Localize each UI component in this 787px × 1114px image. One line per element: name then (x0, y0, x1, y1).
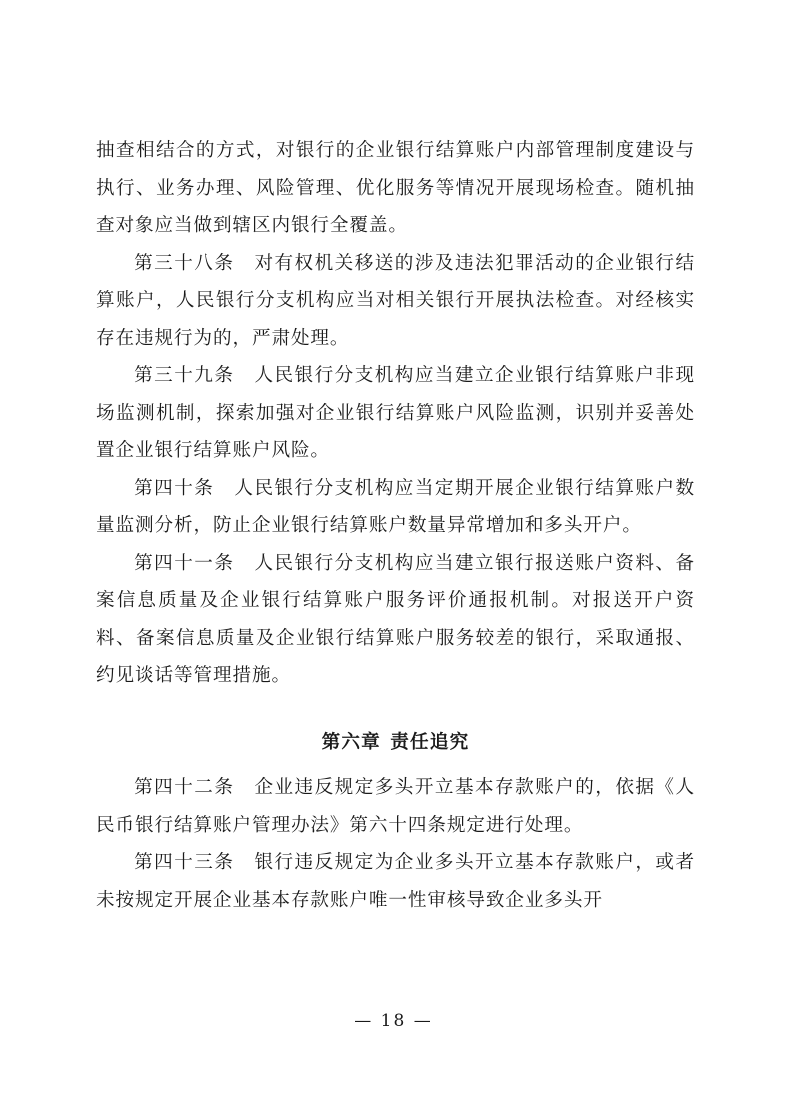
page-number: — 18 — (354, 1011, 433, 1031)
paragraph-continued (96, 132, 695, 245)
paragraph-text: 企业违反规定多头开立基本存款账户的，依据《人民币银行结算账户管理办法》第六十四条规定进行处理。 (96, 777, 695, 836)
article-label: 第四十一条 (134, 552, 235, 574)
paragraph-article-38 (96, 245, 695, 358)
paragraph-article-41 (96, 545, 695, 695)
article-label: 第三十八条 (134, 252, 235, 274)
chapter-heading (96, 724, 695, 762)
paragraph-text: 人民银行分支机构应当建立企业银行结算账户非现场监测机制，探索加强对企业银行结算账户风险监测，识别并妥善处置企业银行结算账户风险。 (96, 365, 695, 461)
article-label: 第四十条 (134, 477, 215, 499)
chapter-title: 责任追究 (390, 731, 470, 753)
paragraph-article-43 (96, 844, 695, 919)
article-label: 第四十二条 (134, 777, 235, 798)
paragraph-text: 对有权机关移送的涉及违法犯罪活动的企业银行结算账户，人民银行分支机构应当对相关银行开展执法检查。对经核实存在违规行为的，严肃处理。 (96, 252, 695, 349)
article-label: 第四十三条 (134, 852, 235, 873)
chapter-number: 第六章 (321, 731, 381, 753)
document-body (96, 132, 695, 919)
paragraph-text: 银行违反规定为企业多头开立基本存款账户，或者未按规定开展企业基本存款账户唯一性审核导致企业多头开 (96, 852, 695, 911)
paragraph-text: 抽查相结合的方式，对银行的企业银行结算账户内部管理制度建设与执行、业务办理、风险管理、优化服务等情况开展现场检查。随机抽查对象应当做到辖区内银行全覆盖。 (96, 140, 695, 236)
paragraph-article-40 (96, 470, 695, 545)
paragraph-text: 人民银行分支机构应当定期开展企业银行结算账户数量监测分析，防止企业银行结算账户数量异常增加和多头开户。 (96, 477, 695, 536)
paragraph-text: 人民银行分支机构应当建立银行报送账户资料、备案信息质量及企业银行结算账户服务评价通报机制。对报送开户资料、备案信息质量及企业银行结算账户服务较差的银行，采取通报、约见谈话等管理措施。 (96, 552, 695, 686)
paragraph-article-42 (96, 769, 695, 844)
article-label: 第三十九条 (134, 365, 235, 386)
paragraph-article-39 (96, 357, 695, 470)
